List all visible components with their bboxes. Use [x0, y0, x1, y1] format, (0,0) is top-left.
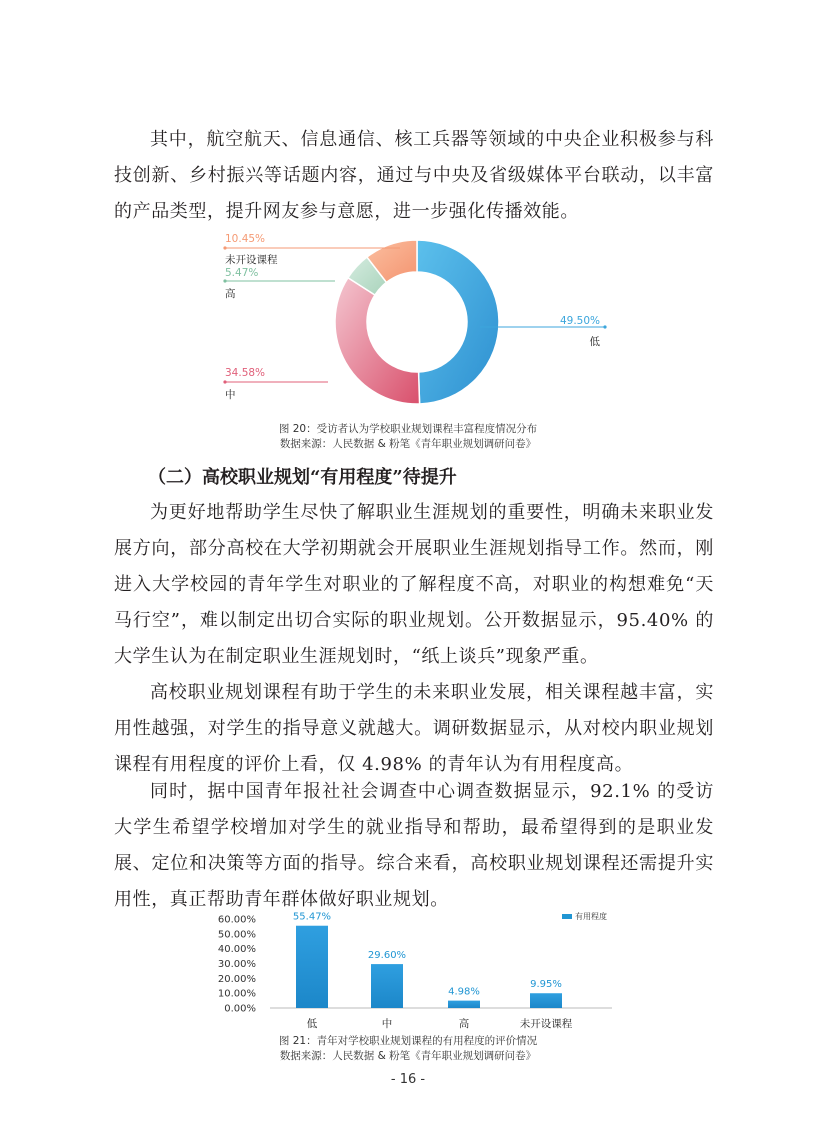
- donut-slice-1: [335, 278, 420, 404]
- donut-leader-dot-2: [223, 279, 226, 282]
- x-tick-label-2: 高: [458, 1018, 470, 1030]
- bar-value-label-3: 9.95%: [530, 979, 562, 991]
- bar-0: [296, 926, 328, 1008]
- y-tick-label: 30.00%: [217, 959, 256, 970]
- donut-value-label-0: 49.50%: [559, 315, 600, 327]
- donut-value-label-1: 34.58%: [225, 367, 266, 379]
- y-tick-label: 40.00%: [217, 944, 256, 956]
- x-tick-label-0: 低: [306, 1018, 318, 1030]
- y-tick-label: 10.00%: [217, 988, 256, 1000]
- legend-swatch: [562, 914, 572, 919]
- donut-value-label-3: 10.45%: [225, 233, 266, 245]
- bar-value-label-2: 4.98%: [448, 986, 480, 998]
- bar-value-label-1: 29.60%: [367, 950, 407, 962]
- legend-label: 有用程度: [575, 912, 607, 921]
- donut-slice-0: [417, 240, 499, 404]
- donut-category-label-3: 未开设课程: [225, 254, 278, 266]
- y-tick-label: 20.00%: [217, 973, 256, 985]
- section-heading: （二）高校职业规划“有用程度”待提升: [148, 467, 457, 488]
- y-tick-label: 50.00%: [217, 929, 256, 941]
- figure-20-source: 数据来源：人民数据 & 粉笔《青年职业规划调研问卷》: [279, 438, 537, 450]
- figure-21-source: 数据来源：人民数据 & 粉笔《青年职业规划调研问卷》: [279, 1050, 537, 1062]
- y-tick-label: 60.00%: [217, 914, 256, 926]
- paragraph-conclusion: 同时，据中国青年报社社会调查中心调查数据显示，92.1% 的受访大学生希望学校增加对学生的就业指导和帮助，最希望得到的是职业发展、定位和决策等方面的指导。综合来看，高校职业规划课程还需提升实用性，真正帮助青年群体做好职业规划。: [114, 781, 714, 910]
- donut-category-label-1: 中: [225, 389, 236, 401]
- bar-chart-figure-21: [200, 905, 640, 1033]
- bar-value-label-0: 55.47%: [292, 911, 332, 923]
- donut-chart-figure-20: [200, 228, 640, 423]
- paragraph-survey: 高校职业规划课程有助于学生的未来职业发展，相关课程越丰富，实用性越强，对学生的指导意义就越大。调研数据显示，从对校内职业规划课程有用程度的评价上看，仅 4.98% 的青年认为有用程度高。: [114, 682, 714, 775]
- donut-leader-dot-0: [603, 325, 606, 328]
- donut-leader-dot-3: [223, 246, 226, 249]
- donut-category-label-2: 高: [225, 288, 236, 300]
- y-tick-label: 0.00%: [224, 1003, 256, 1015]
- figure-20-caption: 图 20：受访者认为学校职业规划课程丰富程度情况分布: [278, 423, 538, 435]
- donut-leader-dot-1: [223, 380, 226, 383]
- bar-2: [448, 1001, 480, 1008]
- page-number: - 16 -: [390, 1072, 426, 1087]
- paragraph-intro: 其中，航空航天、信息通信、核工兵器等领域的中央企业积极参与科技创新、乡村振兴等话题内容，通过与中央及省级媒体平台联动，以丰富的产品类型，提升网友参与意愿，进一步强化传播效能。: [114, 129, 714, 222]
- donut-category-label-0: 低: [589, 336, 600, 348]
- donut-value-label-2: 5.47%: [225, 267, 259, 279]
- x-tick-label-1: 中: [381, 1018, 393, 1030]
- bar-3: [530, 993, 562, 1008]
- bar-1: [371, 964, 403, 1008]
- paragraph-background: 为更好地帮助学生尽快了解职业生涯规划的重要性，明确未来职业发展方向，部分高校在大学初期就会开展职业生涯规划指导工作。然而，刚进入大学校园的青年学生对职业的了解程度不高，对职业的构想难免“天马行空”，难以制定出切合实际的职业规划。公开数据显示，95.40% 的大学生认为在制定职业生涯规划时，“纸上谈兵”现象严重。: [114, 502, 714, 667]
- figure-21-caption: 图 21：青年对学校职业规划课程的有用程度的评价情况: [278, 1035, 538, 1047]
- x-tick-label-3: 未开设课程: [519, 1018, 573, 1030]
